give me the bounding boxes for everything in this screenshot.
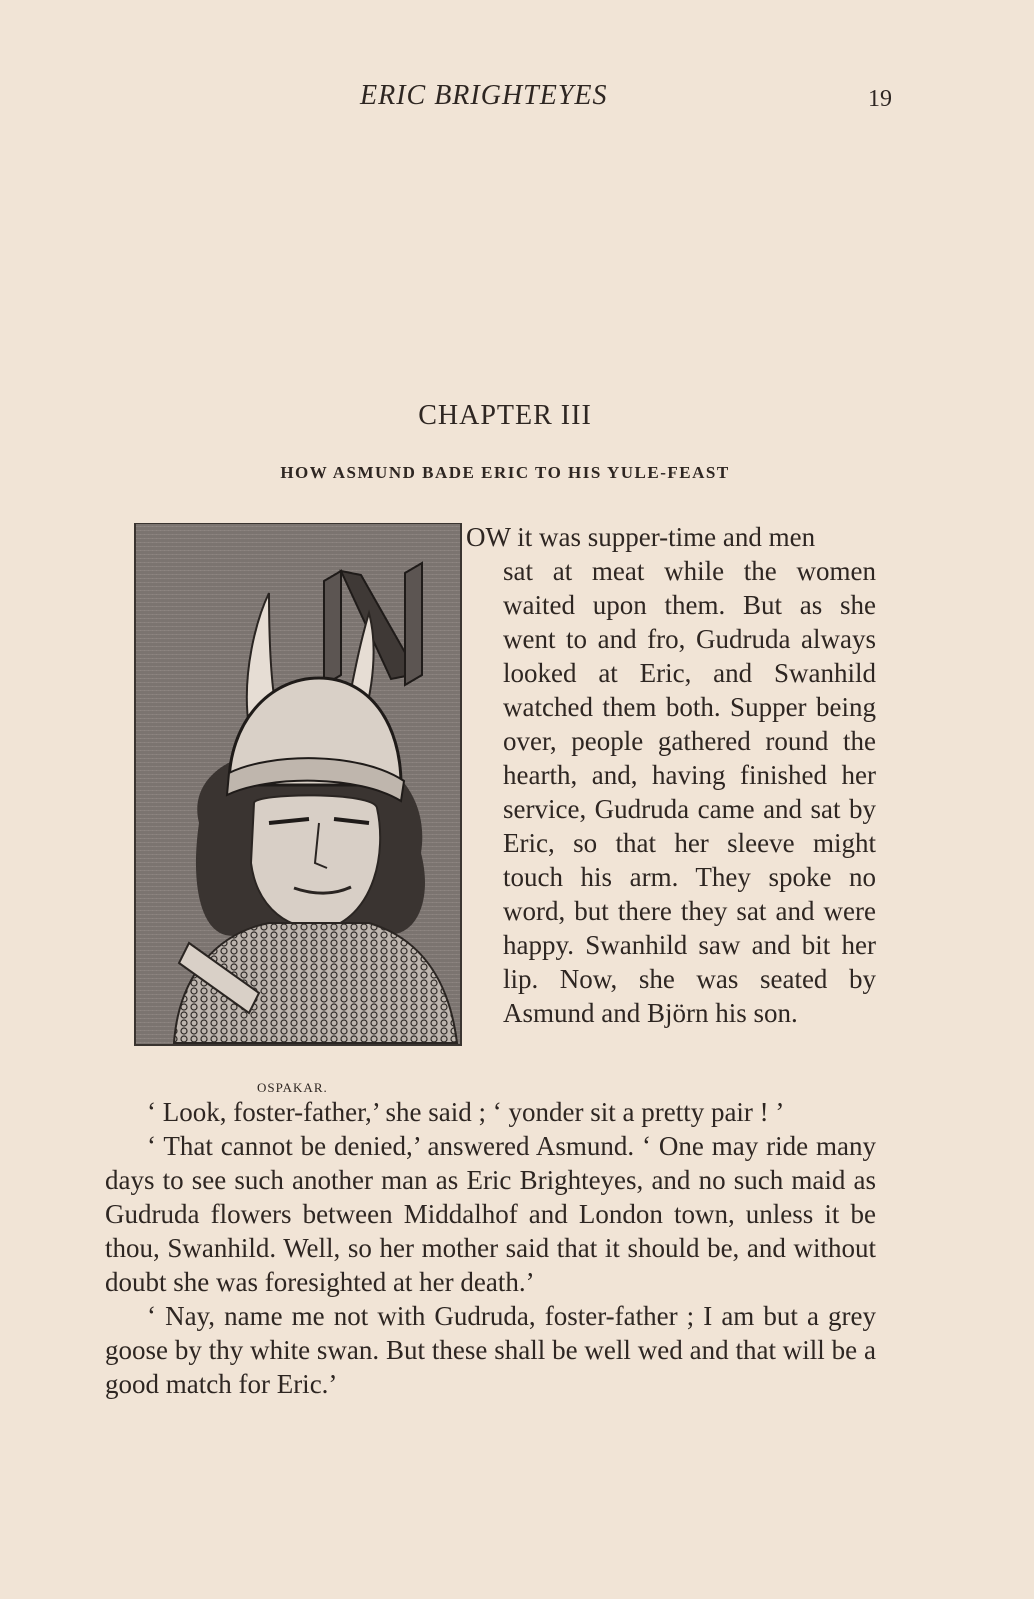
running-title: ERIC BRIGHTEYES	[360, 80, 608, 111]
paragraph: ‘ Look, foster-father,’ she said ; ‘ yonder sit a pretty pair ! ’	[147, 1097, 785, 1127]
opening-first-line: OW it was supper-time and men	[466, 522, 816, 552]
engraving-image	[129, 523, 469, 1053]
paragraph: ‘ That cannot be denied,’ answered Asmund. ‘ One may ride many days to see such another man as Eric Brighteyes, and no such maid as Gudruda flowers between Middalhof and London town, unless it be thou, Swanhild. Well, so her mother said that it should be, and without doubt she was foresighted at her death.’	[105, 1131, 876, 1297]
chapter-subtitle: HOW ASMUND BADE ERIC TO HIS YULE-FEAST	[280, 463, 730, 482]
ospakar-illustration	[129, 523, 469, 1063]
opening-rest: sat at meat while the women waited upon them. But as she went to and fro, Gudruda always looked at Eric, and Swanhild watched them both. Supper being over, people gathered round the hearth, and, having finished her service, Gudruda came and sat by Eric, so that her sleeve might touch his arm. They spoke no word, but there they sat and were happy. Swanhild saw and bit her lip. Now, she was seated by Asmund and Björn his son.	[503, 556, 876, 1028]
running-head	[0, 80, 1034, 120]
opening-paragraph	[466, 520, 876, 1030]
body-text	[105, 1095, 876, 1401]
page-number: 19	[868, 86, 892, 112]
paragraph: ‘ Nay, name me not with Gudruda, foster-father ; I am but a grey goose by thy white swan. But these shall be well wed and that will be a good match for Eric.’	[105, 1301, 876, 1399]
chapter-title: CHAPTER III	[418, 400, 592, 431]
illustration-caption: OSPAKAR.	[257, 1080, 328, 1095]
